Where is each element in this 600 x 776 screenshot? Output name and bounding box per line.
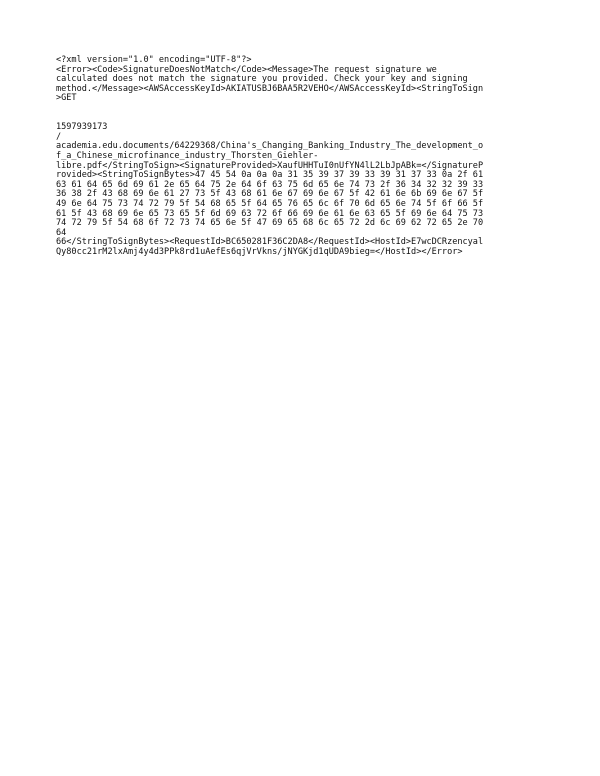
- text-line: [56, 114, 546, 124]
- text-line: /: [56, 131, 62, 142]
- text-line: libre.pdf</StringToSign><SignatureProvided>XaufUHHTuI0nUfYN4lL2LbJpABk=</SignatureP: [56, 160, 484, 171]
- text-line: Qy80cc21rM2lxAmj4y4d3PPk8rd1uAefEs6qjVrVkns/jNYGKjd1qUDA9bieg=</HostId></Error>: [56, 246, 463, 257]
- text-line: 1597939173: [56, 122, 108, 133]
- text-line: 63 61 64 65 6d 69 61 2e 65 64 75 2e 64 6f 63 75 6d 65 6e 74 73 2f 36 34 32 32 39 33: [56, 179, 484, 190]
- text-line: 61 5f 43 68 69 6e 65 73 65 5f 6d 69 63 72 6f 66 69 6e 61 6e 63 65 5f 69 6e 64 75 73: [56, 208, 484, 219]
- text-line: <Error><Code>SignatureDoesNotMatch</Code><Message>The request signature we: [56, 64, 437, 75]
- xml-error-document: [56, 56, 546, 257]
- text-line: [56, 104, 546, 114]
- text-line: method.</Message><AWSAccessKeyId>AKIATUSBJ6BAA5R2VEHO</AWSAccessKeyId><StringToSign: [56, 83, 484, 94]
- text-line: >GET: [56, 93, 77, 104]
- text-line: 36 38 2f 43 68 69 6e 61 27 73 5f 43 68 61 6e 67 69 6e 67 5f 42 61 6e 6b 69 6e 67 5f: [56, 189, 484, 200]
- text-line: calculated does not match the signature you provided. Check your key and signing: [56, 74, 468, 85]
- text-line: 64: [56, 227, 67, 238]
- text-line: academia.edu.documents/64229368/China's_Changing_Banking_Industry_The_development_o: [56, 141, 484, 152]
- text-line: f_a_Chinese_microfinance_industry_Thorsten_Giehler-: [56, 150, 319, 161]
- text-line: <?xml version="1.0" encoding="UTF-8"?>: [56, 55, 252, 65]
- text-line: rovided><StringToSignBytes>47 45 54 0a 0a 0a 31 35 39 37 39 33 39 31 37 33 0a 2f 61: [56, 170, 484, 181]
- text-line: 66</StringToSignBytes><RequestId>BC650281F36C2DA8</RequestId><HostId>E7wcDCRzencyal: [56, 237, 484, 248]
- text-line: 49 6e 64 75 73 74 72 79 5f 54 68 65 5f 64 65 76 65 6c 6f 70 6d 65 6e 74 5f 6f 66 5f: [56, 198, 484, 209]
- text-line: 74 72 79 5f 54 68 6f 72 73 74 65 6e 5f 47 69 65 68 6c 65 72 2d 6c 69 62 72 65 2e 70: [56, 218, 484, 229]
